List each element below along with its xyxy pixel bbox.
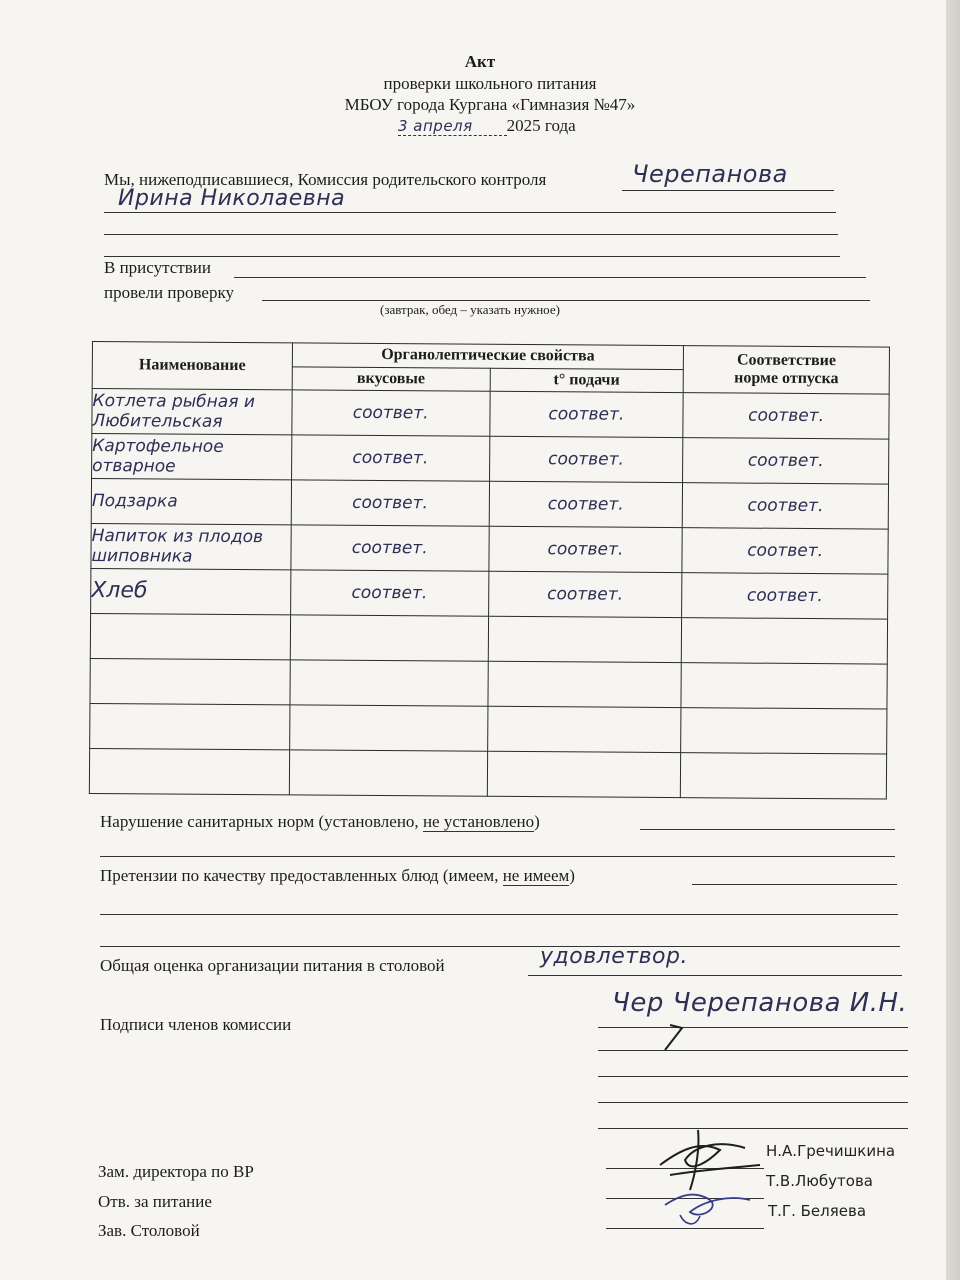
empty-cell: [487, 751, 681, 797]
table-row: [91, 568, 888, 619]
check-line: [262, 300, 870, 301]
table-row: [92, 389, 889, 440]
date-year: 2025 года: [506, 116, 576, 135]
empty-cell: [681, 753, 887, 799]
empty-cell: [290, 660, 488, 706]
table-row: [91, 479, 888, 530]
commission-line-1: [622, 190, 834, 191]
violation-field: [100, 812, 540, 832]
commission-member-surname: Черепанова: [632, 160, 788, 188]
signature-mark-member: [610, 1020, 690, 1060]
empty-cell: [90, 658, 290, 704]
official-name-food: Т.В.Любутова: [766, 1172, 873, 1190]
date-field: [398, 116, 576, 136]
act-subtitle: проверки школьного питания: [383, 74, 597, 93]
norm-value: соответ.: [683, 393, 889, 439]
empty-cell: [681, 708, 887, 754]
norm-value: соответ.: [682, 483, 888, 529]
official-role-food: Отв. за питание: [98, 1192, 212, 1211]
commission-label: Мы, нижеподписавшиеся, Комиссия родительского контроля: [104, 170, 547, 189]
header-taste: вкусовые: [292, 366, 490, 391]
official-name-canteen: Т.Г. Беляева: [768, 1202, 867, 1220]
official-role-canteen: Зав. Столовой: [98, 1221, 200, 1240]
taste-value: соответ.: [291, 525, 489, 571]
header-name: Наименование: [92, 342, 292, 390]
official-name-deputy: Н.А.Гречишкина: [766, 1142, 896, 1160]
empty-cell: [487, 706, 681, 752]
table-row-empty: [89, 748, 886, 799]
handwritten-date: 3 апреля: [398, 117, 507, 136]
signature-line-4: [598, 1102, 908, 1103]
official-role-deputy: Зам. директора по ВР: [98, 1162, 254, 1181]
taste-value: соответ.: [290, 570, 488, 616]
header-norm-line1: Соответствие: [736, 351, 837, 370]
claims-line-3: [100, 946, 900, 947]
signature-line-3: [598, 1076, 908, 1077]
empty-cell: [90, 613, 290, 659]
empty-cell: [682, 618, 888, 664]
taste-value: соответ.: [291, 480, 489, 526]
header-temp: t° подачи: [490, 368, 684, 393]
commission-line-4: [104, 256, 840, 257]
temp-value: соответ.: [488, 526, 682, 572]
taste-value: соответ.: [292, 390, 490, 436]
table-row-empty: [90, 613, 887, 664]
taste-value: соответ.: [291, 435, 489, 481]
dish-name: Подзарка: [91, 479, 291, 525]
presence-line: [234, 277, 866, 278]
dish-name: Напиток из плодов шиповника: [91, 523, 291, 569]
dish-name: Хлеб: [91, 568, 291, 614]
commission-member-name: Ирина Николаевна: [118, 186, 346, 211]
violation-selected: не установлено: [422, 812, 535, 831]
claims-line-2: [100, 914, 898, 915]
table-row: [92, 434, 889, 485]
presence-label: В присутствии: [104, 258, 211, 277]
commission-line-2: [104, 212, 836, 213]
temp-value: соответ.: [489, 391, 683, 437]
school-name: МБОУ города Кургана «Гимназия №47»: [344, 95, 636, 114]
claims-line: [692, 884, 897, 885]
header-norm-line2: норме отпуска: [734, 369, 839, 388]
signature-scribble-deputy: [650, 1120, 770, 1230]
check-label: провели проверку: [104, 283, 234, 302]
dish-name: Котлета рыбная и Любительская: [92, 389, 292, 435]
signatures-label: Подписи членов комиссии: [100, 1015, 292, 1034]
claims-suffix: ): [569, 866, 575, 885]
meal-hint: (завтрак, обед – указать нужное): [380, 302, 560, 317]
empty-cell: [89, 748, 289, 794]
norm-value: соответ.: [682, 573, 888, 619]
violation-prefix: Нарушение санитарных норм (установлено,: [100, 812, 423, 831]
empty-cell: [488, 616, 682, 662]
page-edge: [946, 0, 960, 1280]
empty-cell: [681, 663, 887, 709]
violation-line: [640, 829, 895, 830]
violation-suffix: ): [534, 812, 540, 831]
temp-value: соответ.: [488, 571, 682, 617]
claims-selected: не имеем: [502, 866, 570, 885]
inspection-table: [89, 341, 890, 800]
table-row: [91, 523, 888, 574]
table-row-empty: [90, 703, 887, 754]
empty-cell: [487, 661, 681, 707]
empty-cell: [90, 703, 290, 749]
claims-field: [100, 866, 575, 886]
temp-value: соответ.: [489, 436, 683, 482]
overall-line: [528, 975, 902, 976]
empty-cell: [289, 750, 487, 796]
overall-label: Общая оценка организации питания в столовой: [100, 956, 445, 975]
norm-value: соответ.: [682, 528, 888, 574]
header-norm: [683, 346, 889, 394]
member-signature: Чер Черепанова И.Н.: [612, 988, 908, 1018]
dish-name: Картофельное отварное: [92, 434, 292, 480]
norm-value: соответ.: [683, 438, 889, 484]
claims-prefix: Претензии по качеству предоставленных блюд (имеем,: [100, 866, 503, 885]
header-organoleptic: Органолептические свойства: [292, 343, 684, 369]
table-row-empty: [90, 658, 887, 709]
act-title: Акт: [464, 52, 496, 71]
empty-cell: [289, 705, 487, 751]
overall-value: удовлетвор.: [540, 944, 688, 969]
violation-line-2: [100, 856, 895, 857]
commission-line-3: [104, 234, 838, 235]
temp-value: соответ.: [489, 481, 683, 527]
empty-cell: [290, 615, 488, 661]
